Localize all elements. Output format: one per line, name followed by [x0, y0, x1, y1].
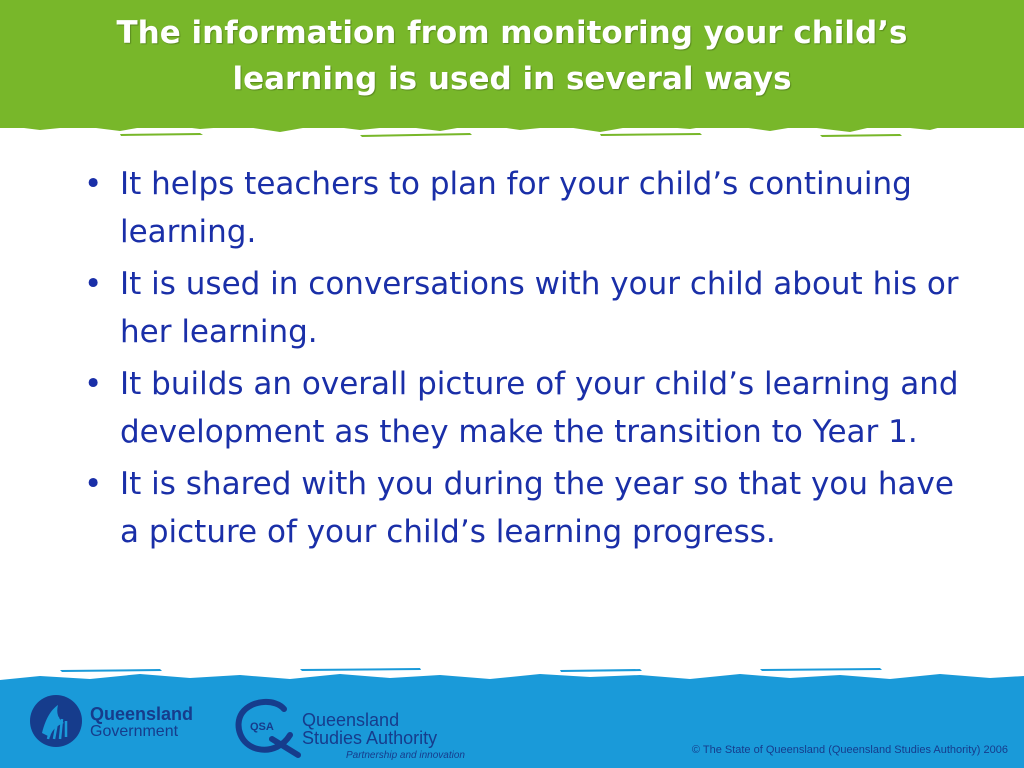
queensland-government-name: Queensland [90, 704, 194, 724]
bullet-item [82, 160, 962, 256]
bullet-list [82, 160, 962, 560]
qsa-name-line2: Studies Authority [302, 728, 438, 748]
bullet-marker: • [84, 366, 103, 402]
bullet-text: It is shared with you during the year so that you have a picture of your child’s learning progress. [120, 466, 954, 550]
title-banner-brush-edge [0, 108, 1024, 148]
bullet-text: It builds an overall picture of your child’s learning and development as they make the transition to Year 1. [120, 366, 959, 450]
bullet-marker: • [84, 266, 103, 302]
bullet-marker: • [84, 466, 103, 502]
bullet-marker: • [84, 166, 103, 202]
queensland-government-subtitle: Government [90, 723, 179, 740]
bullet-text: It is used in conversations with your child about his or her learning. [120, 266, 959, 350]
qsa-mark-text: QSA [250, 721, 274, 733]
queensland-government-logo [28, 693, 198, 749]
bullet-item [82, 460, 962, 556]
qsa-name-line1: Queensland [302, 710, 400, 730]
bullet-item [82, 260, 962, 356]
bullet-item [82, 360, 962, 456]
qsa-logo [232, 695, 472, 763]
copyright-notice: © The State of Queensland (Queensland Studies Authority) 2006 [691, 744, 1008, 756]
bullet-text: It helps teachers to plan for your child’s continuing learning. [120, 166, 912, 250]
qsa-tagline: Partnership and innovation [346, 750, 465, 761]
slide-title: The information from monitoring your child’s learning is used in several ways [116, 15, 908, 97]
qsa-logo-icon [232, 695, 302, 759]
queensland-government-crest-icon [28, 693, 84, 749]
